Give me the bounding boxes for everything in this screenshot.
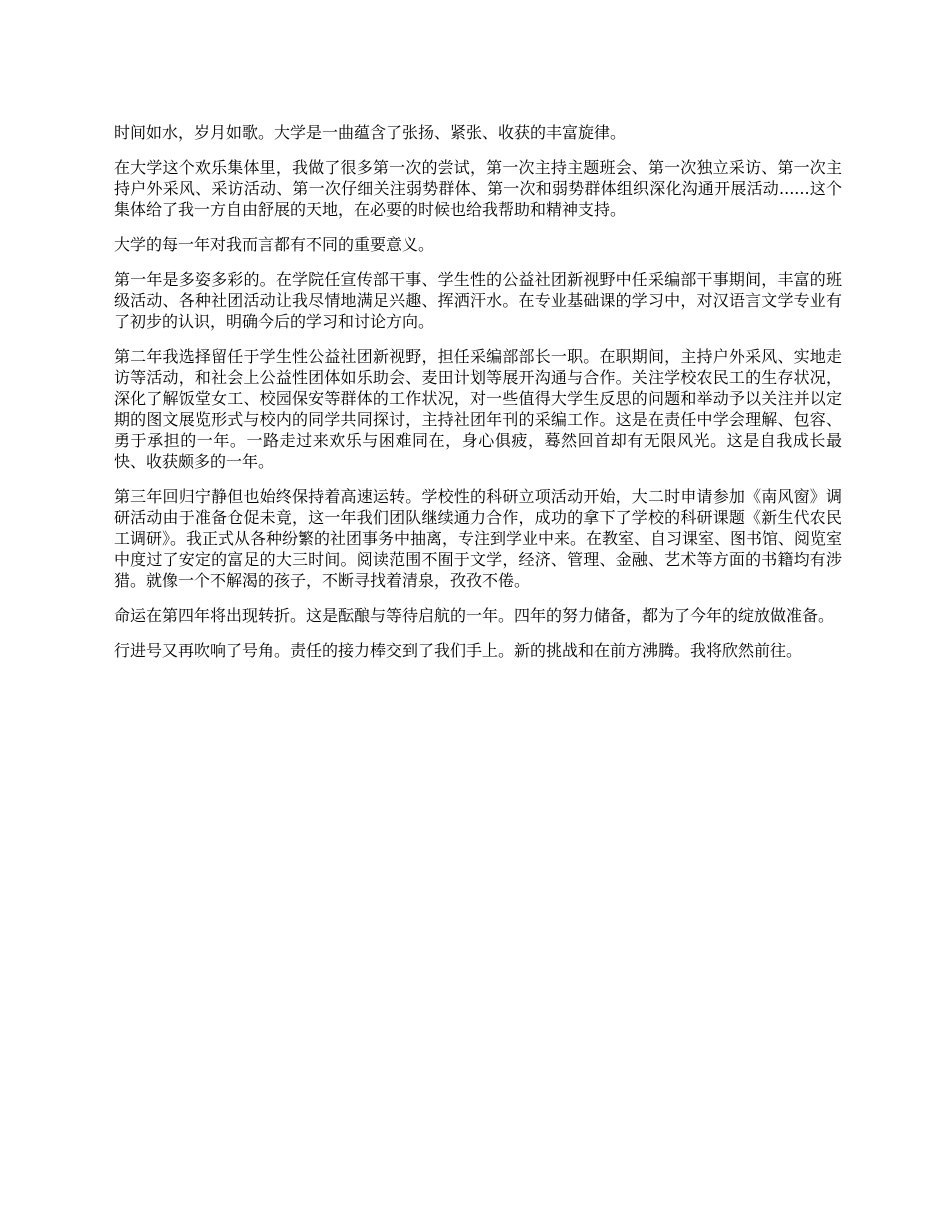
- document-body: [114, 122, 842, 675]
- paragraph-8: 行进号又再吹响了号角。责任的接力棒交到了我们手上。新的挑战和在前方沸腾。我将欣然前往。: [114, 641, 803, 660]
- paragraph-2: 在大学这个欢乐集体里，我做了很多第一次的尝试，第一次主持主题班会、第一次独立采访、第一次主持户外采风、采访活动、第一次仔细关注弱势群体、第一次和弱势群体组织深化沟通开展活动......这个集体给了我一方自由舒展的天地，在必要的时候也给我帮助和精神支持。: [114, 158, 842, 219]
- paragraph-6: 第三年回归宁静但也始终保持着高速运转。学校性的科研立项活动开始，大二时申请参加《南风窗》调研活动由于准备仓促未竟，这一年我们团队继续通力合作，成功的拿下了学校的科研课题《新生代农民工调研》。我正式从各种纷繁的社团事务中抽离，专注到学业中来。在教室、自习课室、图书馆、阅览室中度过了安定的富足的大三时间。阅读范围不囿于文学，经济、管理、金融、艺术等方面的书籍均有涉猎。就像一个不解渴的孩子，不断寻找着清泉，孜孜不倦。: [114, 487, 843, 590]
- paragraph-7: 命运在第四年将出现转折。这是酝酿与等待启航的一年。四年的努力储备，都为了今年的绽放做准备。: [114, 606, 835, 625]
- paragraph-5: 第二年我选择留任于学生性公益社团新视野，担任采编部部长一职。在职期间，主持户外采风、实地走访等活动，和社会上公益性团体如乐助会、麦田计划等展开沟通与合作。关注学校农民工的生存状况，深化了解饭堂女工、校园保安等群体的工作状况，对一些值得大学生反思的问题和举动予以关注并以定期的图文展览形式与校内的同学共同探讨，主持社团年刊的采编工作。这是在责任中学会理解、包容、勇于承担的一年。一路走过来欢乐与困难同在，身心俱疲，蓦然回首却有无限风光。这是自我成长最快、收获颇多的一年。: [114, 347, 842, 471]
- paragraph-4: 第一年是多姿多彩的。在学院任宣传部干事、学生性的公益社团新视野中任采编部干事期间，丰富的班级活动、各种社团活动让我尽情地满足兴趣、挥洒汗水。在专业基础课的学习中，对汉语言文学专业有了初步的认识，明确今后的学习和讨论方向。: [114, 270, 842, 331]
- paragraph-3: 大学的每一年对我而言都有不同的重要意义。: [114, 235, 435, 254]
- paragraph-1: 时间如水，岁月如歌。大学是一曲蕴含了张扬、紧张、收获的丰富旋律。: [114, 123, 627, 142]
